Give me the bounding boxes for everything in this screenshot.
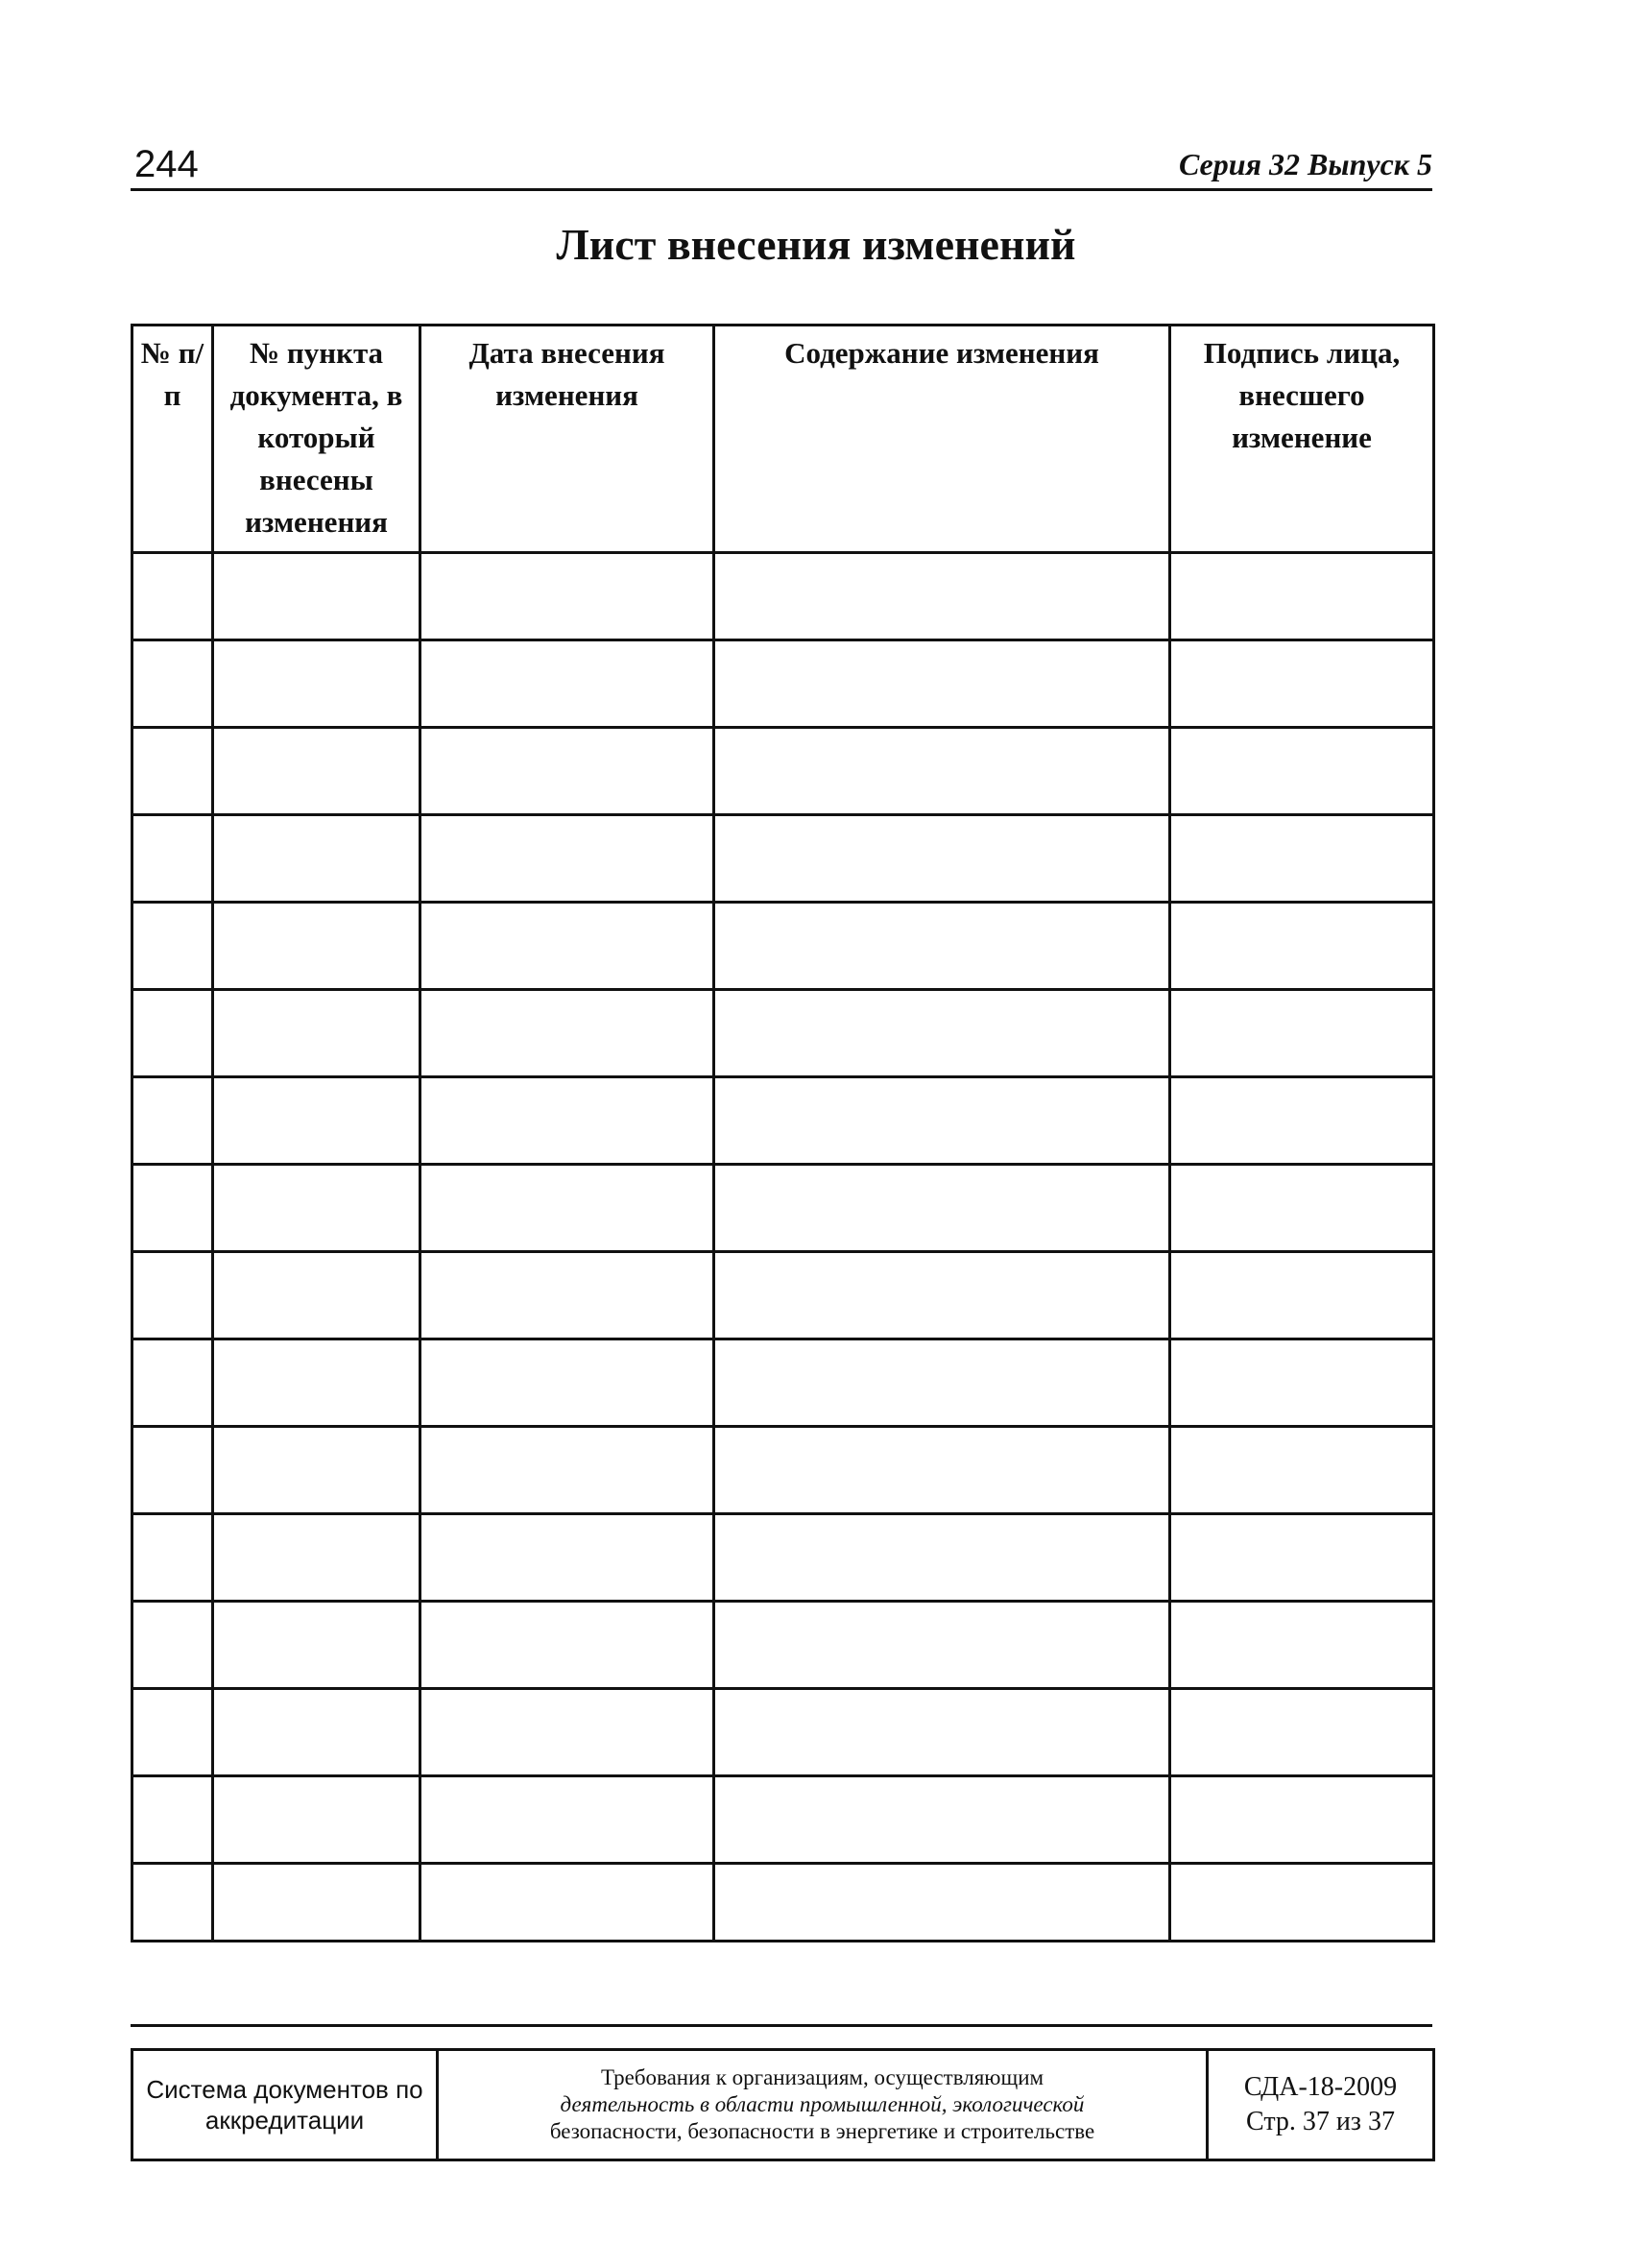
table-cell — [213, 1165, 420, 1252]
column-header-number: № п/п — [132, 326, 213, 553]
table-cell — [132, 815, 213, 903]
table-cell — [420, 1514, 714, 1602]
table-cell — [132, 640, 213, 728]
table-cell — [1170, 1252, 1434, 1339]
table-cell — [132, 728, 213, 815]
footer-code-cell — [1208, 2050, 1434, 2160]
table-cell — [420, 903, 714, 990]
table-cell — [714, 1252, 1170, 1339]
table-row — [132, 1427, 1434, 1514]
table-row — [132, 1077, 1434, 1165]
table-cell — [213, 1864, 420, 1942]
table-cell — [714, 553, 1170, 640]
table-cell — [420, 728, 714, 815]
table-cell — [420, 1776, 714, 1864]
table-cell — [213, 640, 420, 728]
column-header-date: Дата внесения изменения — [420, 326, 714, 553]
footer-rule — [131, 2024, 1432, 2027]
table-row — [132, 1689, 1434, 1776]
table-cell — [714, 815, 1170, 903]
table-cell — [132, 1165, 213, 1252]
table-cell — [213, 1077, 420, 1165]
table-cell — [714, 1077, 1170, 1165]
table-cell — [213, 1252, 420, 1339]
footer-requirements-line2: деятельность в области промышленной, экологической — [560, 2092, 1085, 2116]
table-cell — [420, 1602, 714, 1689]
table-cell — [213, 728, 420, 815]
table-cell — [714, 903, 1170, 990]
page-title: Лист внесения изменений — [556, 220, 1076, 269]
table-row — [132, 1252, 1434, 1339]
table-cell — [1170, 1602, 1434, 1689]
column-header-signature: Подпись лица, внесшего изменение — [1170, 326, 1434, 553]
footer-system: Система документов по аккредитации — [132, 2050, 438, 2160]
table-row — [132, 1602, 1434, 1689]
table-cell — [420, 1252, 714, 1339]
footer-page: Стр. 37 из 37 — [1246, 2107, 1395, 2136]
footer-code: СДА-18-2009 — [1243, 2072, 1398, 2102]
footer-requirements — [438, 2050, 1208, 2160]
table-cell — [132, 1689, 213, 1776]
table-header-row — [132, 326, 1434, 553]
table-cell — [1170, 1339, 1434, 1427]
series-label: Серия 32 Выпуск 5 — [1178, 147, 1432, 181]
table-cell — [1170, 1689, 1434, 1776]
table-row — [132, 1864, 1434, 1942]
table-cell — [420, 1689, 714, 1776]
table-cell — [1170, 1165, 1434, 1252]
table-cell — [420, 1864, 714, 1942]
table-cell — [1170, 728, 1434, 815]
table-cell — [213, 1602, 420, 1689]
table-cell — [1170, 815, 1434, 903]
table-cell — [1170, 1776, 1434, 1864]
table-cell — [714, 1339, 1170, 1427]
table-cell — [1170, 903, 1434, 990]
table-cell — [714, 1514, 1170, 1602]
table-row — [132, 1776, 1434, 1864]
column-header-clause: № пункта документа, в который внесены изменения — [213, 326, 420, 553]
page-number: 244 — [134, 143, 199, 185]
table-row — [132, 903, 1434, 990]
table-cell — [420, 1077, 714, 1165]
table-cell — [213, 1689, 420, 1776]
table-cell — [132, 903, 213, 990]
footer-requirements-line3: безопасности, безопасности в энергетике и строительстве — [549, 2119, 1095, 2143]
table-cell — [213, 1514, 420, 1602]
table-cell — [714, 640, 1170, 728]
table-row — [132, 1339, 1434, 1427]
table-row — [132, 1165, 1434, 1252]
table-cell — [1170, 990, 1434, 1077]
changes-table — [131, 324, 1435, 1942]
table-cell — [132, 1252, 213, 1339]
table-cell — [213, 553, 420, 640]
table-cell — [132, 1514, 213, 1602]
table-cell — [420, 553, 714, 640]
table-cell — [714, 990, 1170, 1077]
table-cell — [714, 1864, 1170, 1942]
table-row — [132, 553, 1434, 640]
table-cell — [714, 1776, 1170, 1864]
table-cell — [714, 1165, 1170, 1252]
table-cell — [1170, 1077, 1434, 1165]
table-row — [132, 990, 1434, 1077]
table-cell — [420, 1427, 714, 1514]
table-cell — [420, 1339, 714, 1427]
table-cell — [213, 1339, 420, 1427]
footer-requirements-line1: Требования к организациям, осуществляющим — [600, 2065, 1044, 2089]
table-cell — [420, 640, 714, 728]
table-cell — [213, 815, 420, 903]
table-row — [132, 1514, 1434, 1602]
table-cell — [213, 1776, 420, 1864]
footer-table — [131, 2048, 1435, 2161]
table-cell — [714, 1602, 1170, 1689]
table-cell — [420, 1165, 714, 1252]
table-cell — [132, 990, 213, 1077]
table-cell — [132, 1602, 213, 1689]
table-cell — [420, 990, 714, 1077]
table-cell — [714, 1689, 1170, 1776]
table-row — [132, 728, 1434, 815]
table-cell — [1170, 640, 1434, 728]
table-cell — [1170, 1864, 1434, 1942]
table-cell — [213, 1427, 420, 1514]
table-cell — [132, 1776, 213, 1864]
table-cell — [1170, 1427, 1434, 1514]
table-cell — [213, 903, 420, 990]
page-header — [131, 142, 1432, 191]
table-cell — [132, 1077, 213, 1165]
table-cell — [1170, 1514, 1434, 1602]
table-cell — [132, 1864, 213, 1942]
table-body — [132, 553, 1434, 1942]
column-header-content: Содержание изменения — [714, 326, 1170, 553]
table-cell — [714, 728, 1170, 815]
table-cell — [213, 990, 420, 1077]
table-cell — [1170, 553, 1434, 640]
table-cell — [132, 553, 213, 640]
table-row — [132, 640, 1434, 728]
table-cell — [132, 1427, 213, 1514]
table-cell — [132, 1339, 213, 1427]
table-cell — [420, 815, 714, 903]
table-row — [132, 815, 1434, 903]
table-cell — [714, 1427, 1170, 1514]
